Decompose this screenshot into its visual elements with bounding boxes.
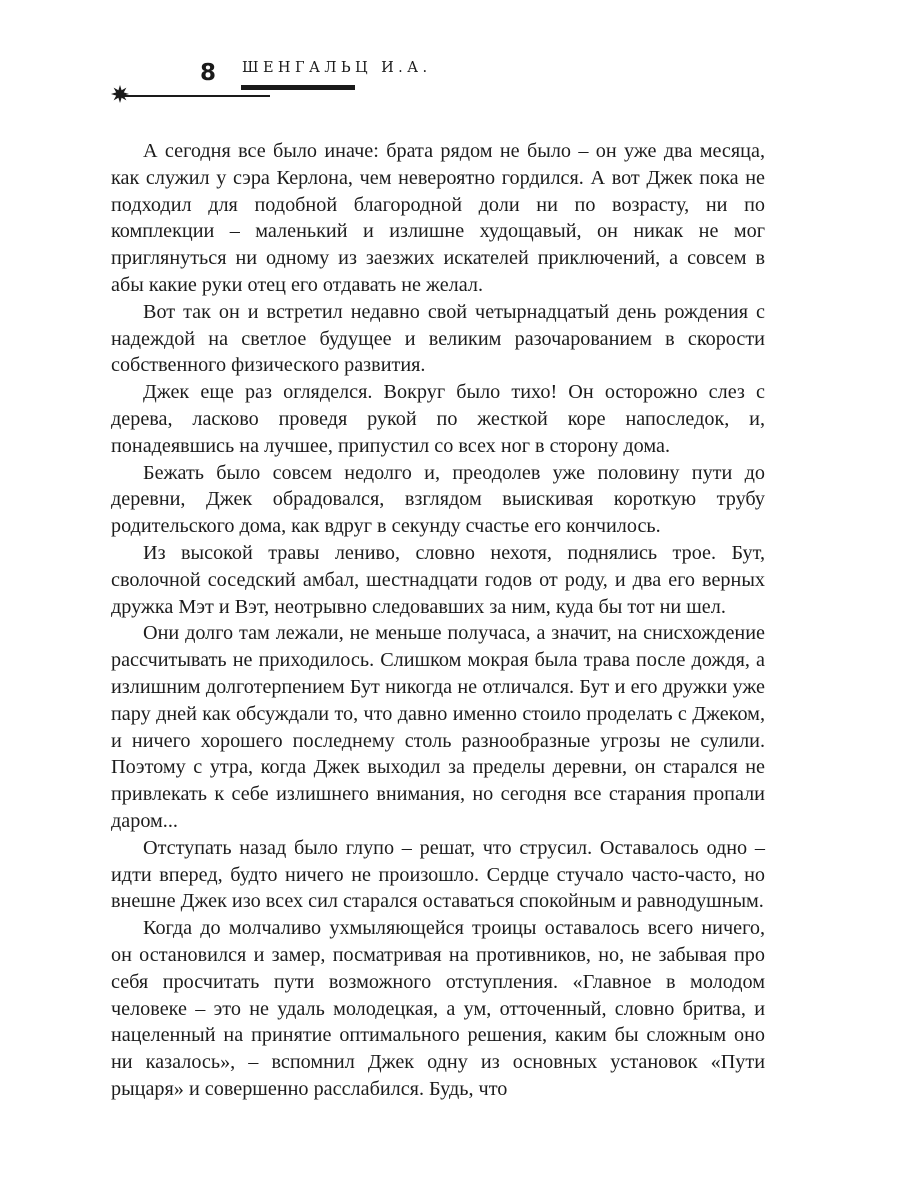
running-head-author: ШЕНГАЛЬЦ И.А. bbox=[242, 60, 432, 76]
paragraph: Они долго там лежали, не меньше получаса, а значит, на снисхождение рассчитывать не приходилось. Слишком мокрая была трава после дождя, а излишним долготерпением Бут никогда не отличался. Бут и его дружки уже пару дней как обсуждали то, что давно именно стоило проделать с Джеком, и ничего хорошего последнему столь разнообразные угрозы не сулили. Поэтому с утра, когда Джек выходил за пределы деревни, он старался не привлекать к себе излишнего внимания, но сегодня все старания пропали даром... bbox=[111, 622, 765, 832]
paragraph: Из высокой травы лениво, словно нехотя, поднялись трое. Бут, сволочной соседский амбал, шестнадцати годов от роду, и два его верных дружка Мэт и Вэт, неотрывно следовавших за ним, куда бы тот ни шел. bbox=[111, 541, 765, 618]
paragraph: Бежать было совсем недолго и, преодолев уже половину пути до деревни, Джек обрадовался, взглядом выискивая короткую трубу родительского дома, как вдруг в секунду счастье его кончилось. bbox=[111, 461, 765, 538]
page-number: 8 bbox=[200, 60, 217, 86]
page-header bbox=[0, 0, 900, 120]
paragraph: Джек еще раз огляделся. Вокруг было тихо! Он осторожно слез с дерева, ласково проведя рукой по жесткой коре напоследок, и, понадеявшись на лучшее, припустил со всех ног в сторону дома. bbox=[111, 381, 765, 457]
header-thin-rule bbox=[122, 95, 270, 97]
paragraph: А сегодня все было иначе: брата рядом не было – он уже два месяца, как служил у сэра Керлона, чем невероятно гордился. А вот Джек пока не подходил для подобной благородной доли ни по возрасту, ни по комплекции – маленький и излишне худощавый, он никак не мог приглянуться ни одному из заезжих искателей приключений, а совсем в абы какие руки отец его отдавать не желал. bbox=[111, 140, 765, 296]
paragraph: Когда до молчаливо ухмыляющейся троицы оставалось всего ничего, он остановился и замер, посматривая на противников, но, не забывая про себя просчитать пути возможного отступления. «Главное в молодом человеке – это не удаль молодецкая, а ум, отточенный, словно бритва, и нацеленный на принятие оптимального решения, каким бы сложным оно ни казалось», – вспомнил Джек одну из основных установок «Пути рыцаря» и совершенно расслабился. Будь, что bbox=[111, 917, 765, 1100]
eight-point-star-icon bbox=[110, 84, 130, 104]
body-text bbox=[111, 138, 765, 1103]
paragraph: Отступать назад было глупо – решат, что струсил. Оставалось одно – идти вперед, будто ничего не произошло. Сердце стучало часто-часто, но внешне Джек изо всех сил старался оставаться спокойным и равнодушным. bbox=[111, 836, 765, 913]
header-thick-rule bbox=[241, 85, 355, 90]
paragraph: Вот так он и встретил недавно свой четырнадцатый день рождения с надеждой на светлое будущее и великим разочарованием в скорости собственного физического развития. bbox=[111, 300, 765, 377]
